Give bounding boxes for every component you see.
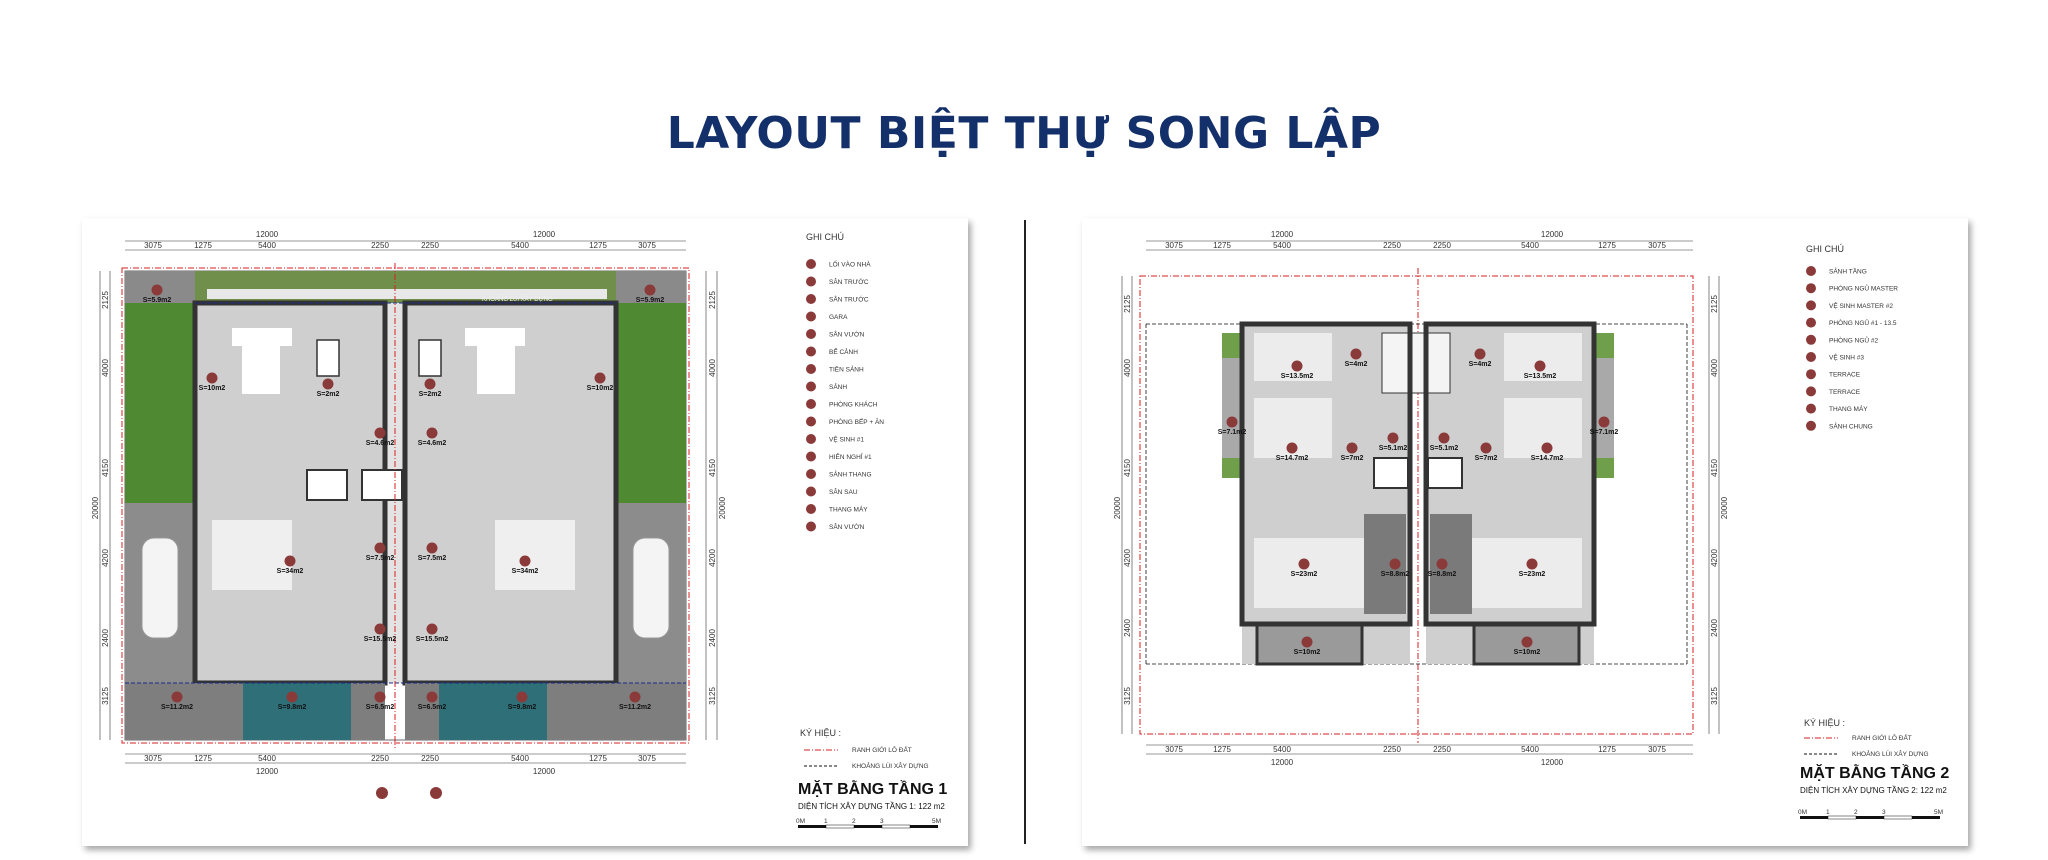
dim-bottom: 1275 [589,754,607,763]
dim-side: 4000 [708,359,717,377]
dim-side: 2400 [708,629,717,647]
legend-marker [1806,352,1816,362]
legend-marker [806,277,816,287]
dim-bottom-total-right: 12000 [1540,758,1564,767]
symbol-setback-label: KHOẢNG LÙI XÂY DỰNG [852,763,929,770]
room-marker [375,543,386,554]
room-marker [645,285,656,296]
legend-item: TERRACE [1829,371,1861,379]
dim-side-total: 20000 [91,496,100,520]
dim-side-total: 20000 [1720,496,1729,520]
scale-tick: 3 [880,818,884,825]
room-marker [375,428,386,439]
room-marker [1299,559,1310,570]
dim-bottom: 5400 [1273,745,1291,754]
room-marker [1481,443,1492,454]
room-marker [517,692,528,703]
scale-tick: 2 [852,818,856,825]
scale-tick: 2 [1854,809,1858,816]
dim-bottom: 1275 [194,754,212,763]
room-marker [375,692,386,703]
dim-top: 1275 [1213,241,1231,250]
dim-top: 2250 [371,241,389,250]
dim-top: 2250 [1383,241,1401,250]
room-marker [1388,433,1399,444]
legend-item: PHÒNG BẾP + ĂN [829,419,884,426]
floor-plan-1-drawing [82,218,968,846]
dim-top: 1275 [1598,241,1616,250]
room-marker [427,692,438,703]
dim-bottom: 3075 [1165,745,1183,754]
dim-side: 3125 [708,687,717,705]
legend-title: GHI CHÚ [806,232,844,242]
entry-marker [430,787,442,799]
room-marker [1535,361,1546,372]
legend-marker [806,504,816,514]
dim-side: 2400 [101,629,110,647]
room-marker [1439,433,1450,444]
scale-tick: 1 [1826,809,1830,816]
room-marker [630,692,641,703]
room-marker [287,692,298,703]
room-marker [375,624,386,635]
dim-bottom: 5400 [1521,745,1539,754]
area-label: S=10m2 [1513,649,1541,656]
scale-tick: 0M [796,818,806,825]
legend-marker [806,487,816,497]
dim-top-total-right: 12000 [1540,230,1564,239]
legend [806,259,884,532]
sheet-divider [1024,220,1026,844]
legend-item: PHÒNG NGỦ #2 [1829,337,1879,345]
dim-bottom: 3075 [638,754,656,763]
legend-marker [1806,386,1816,396]
dim-side: 2125 [1710,295,1719,313]
area-label: S=7m2 [1340,455,1364,462]
dim-bottom: 1275 [1598,745,1616,754]
area-label: S=13.5m2 [1280,373,1314,380]
dim-top: 2250 [1433,241,1451,250]
legend [1806,266,1898,431]
dim-side-total: 20000 [718,496,727,520]
legend-item: VỆ SINH MASTER #2 [1829,302,1893,310]
area-label: S=15.5m2 [363,636,397,643]
legend-marker [806,434,816,444]
area-label: S=10m2 [586,385,614,392]
room-marker [1302,637,1313,648]
dim-side: 4200 [101,549,110,567]
dim-top: 3075 [144,241,162,250]
legend-marker [806,399,816,409]
room-marker [1522,637,1533,648]
dim-side-total: 20000 [1113,496,1122,520]
dim-top: 5400 [511,241,529,250]
legend-item: SÂN VƯỜN [829,331,865,339]
room-marker [1390,559,1401,570]
legend-item: PHÒNG NGỦ MASTER [1829,285,1898,293]
area-label: S=15.5m2 [415,636,449,643]
legend-item: SÂN VƯỜN [829,524,865,531]
dimension-lines [1113,230,1729,767]
plan-subtitle: DIỆN TÍCH XÂY DỰNG TẦNG 2: 122 m2 [1800,786,1947,795]
area-label: S=9.8m2 [507,704,537,711]
legend-marker [1806,283,1816,293]
area-label: S=14.7m2 [1530,455,1564,462]
area-label: S=4.6m2 [417,440,447,447]
scale-bar [1798,809,1943,819]
legend-marker [806,417,816,427]
room-marker [1527,559,1538,570]
area-label: S=10m2 [198,385,226,392]
legend-marker [806,259,816,269]
area-label: S=13.5m2 [1523,373,1557,380]
area-label: S=6.5m2 [417,704,447,711]
dim-top-total-right: 12000 [532,230,556,239]
dim-top: 5400 [1273,241,1291,250]
area-label: S=8.8m2 [1427,571,1457,578]
scale-bar [796,818,941,828]
room-marker [425,379,436,390]
room-marker [1347,443,1358,454]
symbols-title: KÝ HIỆU : [800,728,842,738]
legend-item: PHÒNG NGỦ #1 - 13.5 [1829,320,1897,328]
dim-bottom: 2250 [421,754,439,763]
legend-item: GARA [829,314,848,321]
dim-top: 5400 [1521,241,1539,250]
scale-tick: 5M [1934,809,1944,816]
floor-plan-1-sheet [82,218,968,846]
area-label: S=9.8m2 [277,704,307,711]
dim-side: 2125 [101,291,110,309]
dim-bottom: 3075 [1648,745,1666,754]
symbol-setback-label: KHOẢNG LÙI XÂY DỰNG [1852,751,1929,758]
legend-item: TERRACE [1829,388,1861,396]
dim-bottom-total-left: 12000 [255,767,279,776]
legend-item: SẢNH TẦNG [1829,268,1867,276]
room-marker [172,692,183,703]
area-label: S=7.5m2 [365,555,395,562]
dim-side: 4200 [1123,549,1132,567]
legend-marker [1806,369,1816,379]
area-label: S=5.1m2 [1429,445,1459,452]
legend-item: SẢNH [829,384,848,391]
room-marker [207,373,218,384]
legend-marker [1806,421,1816,431]
area-label: S=5.1m2 [1378,445,1408,452]
scale-tick: 3 [1882,809,1886,816]
legend-item: LỐI VÀO NHÀ [829,261,871,269]
dim-top: 1275 [194,241,212,250]
dim-side: 4150 [101,459,110,477]
legend-marker [1806,266,1816,276]
area-label: S=7.1m2 [1589,429,1619,436]
dim-side: 3125 [1123,687,1132,705]
setback-label: KHOẢNG LÙI XÂY DỰNG [482,297,553,303]
area-label: S=8.8m2 [1380,571,1410,578]
legend-title: GHI CHÚ [1806,244,1844,254]
room-marker [152,285,163,296]
symbol-boundary-label: RANH GIỚI LÔ ĐẤT [1852,735,1912,742]
floor-plan-2-sheet [1082,218,1968,846]
legend-item: TIỀN SẢNH [829,366,864,374]
room-marker [323,379,334,390]
legend-marker [1806,335,1816,345]
floor-plan-2-drawing [1082,218,1968,846]
plan-title: MẶT BẰNG TẦNG 2 [1800,765,1950,782]
legend-item: THANG MÁY [1829,406,1868,414]
symbol-boundary-label: RANH GIỚI LÔ ĐẤT [852,747,912,754]
dim-side: 3125 [101,687,110,705]
area-label: S=7m2 [1474,455,1498,462]
plan-subtitle: DIỆN TÍCH XÂY DỰNG TẦNG 1: 122 m2 [798,802,945,811]
dim-side: 4150 [1710,459,1719,477]
room-marker [1437,559,1448,570]
room-marker [1287,443,1298,454]
room-marker [520,556,531,567]
area-label: S=11.2m2 [160,704,194,711]
dim-top: 3075 [1648,241,1666,250]
area-label: S=34m2 [276,568,304,575]
legend-marker [806,364,816,374]
legend-marker [806,347,816,357]
room-marker [1475,349,1486,360]
dim-bottom: 2250 [1383,745,1401,754]
dim-side: 2125 [708,291,717,309]
area-label: S=6.5m2 [365,704,395,711]
dim-side: 2400 [1123,619,1132,637]
site-plan [122,263,689,748]
legend-item: VỆ SINH #3 [1829,354,1865,362]
dim-top-total-left: 12000 [255,230,279,239]
legend-marker [1806,318,1816,328]
room-marker [427,624,438,635]
room-marker [427,428,438,439]
room-marker [1292,361,1303,372]
page-title: LAYOUT BIỆT THỰ SONG LẬP [666,108,1382,159]
legend-marker [806,382,816,392]
legend-marker [806,522,816,532]
dim-side: 4150 [708,459,717,477]
dim-side: 4200 [1710,549,1719,567]
dim-bottom: 3075 [144,754,162,763]
area-label: S=2m2 [418,391,442,398]
dim-side: 4150 [1123,459,1132,477]
plan-title: MẶT BẰNG TẦNG 1 [798,781,948,798]
room-marker [1351,349,1362,360]
area-label: S=4m2 [1344,361,1368,368]
dim-side: 3125 [1710,687,1719,705]
dim-bottom-total-right: 12000 [532,767,556,776]
legend-item: SÂN TRƯỚC [829,296,869,304]
legend-item: PHÒNG KHÁCH [829,401,878,409]
area-label: S=23m2 [1290,571,1318,578]
legend-item: BỂ CẢNH [829,349,858,356]
area-label: S=10m2 [1293,649,1321,656]
scale-tick: 5M [932,818,942,825]
symbols-title: KÝ HIỆU : [1804,718,1846,728]
area-label: S=5.9m2 [635,297,665,304]
dim-top: 1275 [589,241,607,250]
scale-tick: 1 [824,818,828,825]
legend-item: VỆ SINH #1 [829,436,865,444]
dim-side: 4000 [101,359,110,377]
room-marker [285,556,296,567]
legend-marker [1806,404,1816,414]
area-label: S=14.7m2 [1275,455,1309,462]
area-label: S=34m2 [511,568,539,575]
legend-item: HIÊN NGHỈ #1 [829,454,872,461]
area-label: S=7.5m2 [417,555,447,562]
dim-top: 3075 [638,241,656,250]
dim-side: 4000 [1123,359,1132,377]
upper-floor-plan [1140,268,1693,743]
legend-marker [806,312,816,322]
area-label: S=2m2 [316,391,340,398]
dim-side: 4200 [708,549,717,567]
legend-marker [806,329,816,339]
legend-item: SẢNH THANG [829,471,872,479]
area-label: S=5.9m2 [142,297,172,304]
legend-item: SẢNH CHUNG [1829,423,1873,431]
area-label: S=4.6m2 [365,440,395,447]
dim-bottom: 5400 [511,754,529,763]
dim-bottom: 1275 [1213,745,1231,754]
legend-marker [806,469,816,479]
dim-side: 4000 [1710,359,1719,377]
room-marker [1542,443,1553,454]
dim-bottom-total-left: 12000 [1270,758,1294,767]
legend-marker [806,452,816,462]
legend-marker [806,294,816,304]
legend-item: THANG MÁY [829,506,868,514]
area-label: S=11.2m2 [618,704,652,711]
dim-bottom: 2250 [1433,745,1451,754]
legend-marker [1806,300,1816,310]
area-label: S=7.1m2 [1217,429,1247,436]
legend-item: SÂN SAU [829,489,858,496]
area-label: S=4m2 [1468,361,1492,368]
scale-tick: 0M [1798,809,1808,816]
room-marker [1599,417,1610,428]
dim-top-total-left: 12000 [1270,230,1294,239]
dim-bottom: 5400 [258,754,276,763]
dim-side: 2125 [1123,295,1132,313]
area-label: S=23m2 [1518,571,1546,578]
dim-side: 2400 [1710,619,1719,637]
dim-bottom: 2250 [371,754,389,763]
dim-top: 5400 [258,241,276,250]
dim-top: 2250 [421,241,439,250]
room-marker [1227,417,1238,428]
legend-item: SÂN TRƯỚC [829,279,869,286]
entry-marker [376,787,388,799]
dim-top: 3075 [1165,241,1183,250]
room-marker [427,543,438,554]
room-marker [595,373,606,384]
